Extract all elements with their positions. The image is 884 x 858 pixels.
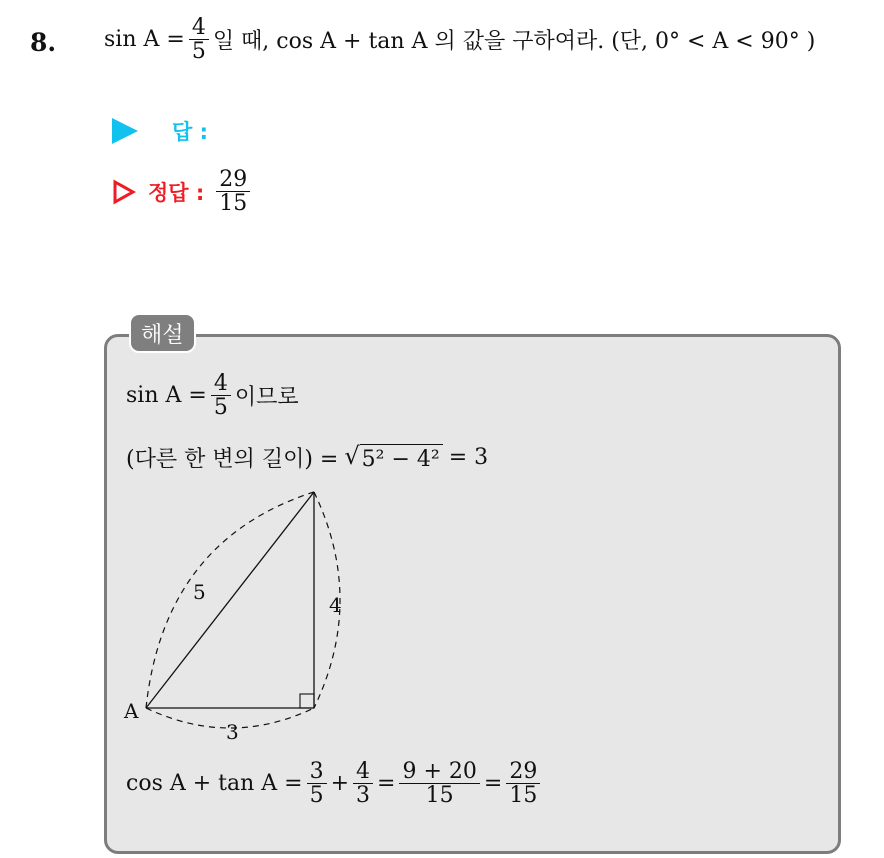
question-sin-lhs: sin A = <box>104 27 185 53</box>
line3-eq-2: = <box>483 771 503 797</box>
line1-fraction <box>211 372 231 419</box>
question-fraction-den: 5 <box>191 39 206 65</box>
line3-fraction-2 <box>353 760 373 807</box>
line3-f3-num: 9 + 20 <box>399 760 479 784</box>
hypotenuse-line <box>146 492 314 708</box>
line2-lhs: (다른 한 변의 길이) = <box>126 447 339 472</box>
line3-eq-1: = <box>377 771 396 797</box>
correct-answer-den: 15 <box>219 191 248 217</box>
base-length-label: 3 <box>226 720 239 744</box>
radical-sign: √ <box>344 441 360 470</box>
answer-label: 답 : <box>172 120 208 144</box>
line3-fraction-3 <box>399 760 479 807</box>
line3-f4-den: 15 <box>509 783 538 809</box>
correct-answer-row <box>112 168 254 215</box>
explanation-line-1 <box>126 372 299 419</box>
line3-fraction-1 <box>307 760 327 807</box>
explanation-line-2 <box>126 442 488 473</box>
vertex-a-label: A <box>124 699 139 723</box>
answer-row[interactable] <box>112 116 208 146</box>
explanation-line-3 <box>126 760 544 807</box>
line3-f3-den: 15 <box>425 783 454 809</box>
line1-lhs: sin A = <box>126 383 207 409</box>
correct-answer-label: 정답 : <box>148 180 205 205</box>
line3-f1-num: 3 <box>307 760 327 784</box>
line3-plus: + <box>330 771 350 797</box>
line3-f4-num: 29 <box>506 760 540 784</box>
question-number: 8. <box>30 28 57 57</box>
question-clause: 일 때, cos A + tan A 의 값을 구하여라. (단, 0° < A < 90° ) <box>212 29 816 55</box>
play-arrow-icon <box>112 118 138 144</box>
line2-result: = 3 <box>448 445 489 470</box>
line1-tail: 이므로 <box>234 385 299 411</box>
vertical-length-label: 4 <box>329 593 342 617</box>
radicand: 5² − 4² <box>360 444 443 472</box>
line3-f1-den: 5 <box>309 783 324 809</box>
right-angle-mark <box>300 694 314 708</box>
line3-lhs: cos A + tan A = <box>126 771 303 797</box>
line1-num: 4 <box>211 372 231 396</box>
line3-f2-den: 3 <box>356 783 371 809</box>
hyp-length-label: 5 <box>193 580 206 604</box>
line3-f2-num: 4 <box>353 760 373 784</box>
question-fraction <box>189 16 209 63</box>
correct-answer-num: 29 <box>216 168 250 192</box>
sqrt-expression <box>344 441 442 472</box>
triangle-diagram <box>104 480 404 750</box>
outline-arrow-icon <box>112 179 136 205</box>
line1-den: 5 <box>213 395 228 421</box>
question-fraction-num: 4 <box>189 16 209 40</box>
correct-answer-fraction <box>216 168 250 215</box>
question-text <box>104 16 815 63</box>
explanation-tag: 해설 <box>129 313 196 353</box>
line3-fraction-4 <box>506 760 540 807</box>
